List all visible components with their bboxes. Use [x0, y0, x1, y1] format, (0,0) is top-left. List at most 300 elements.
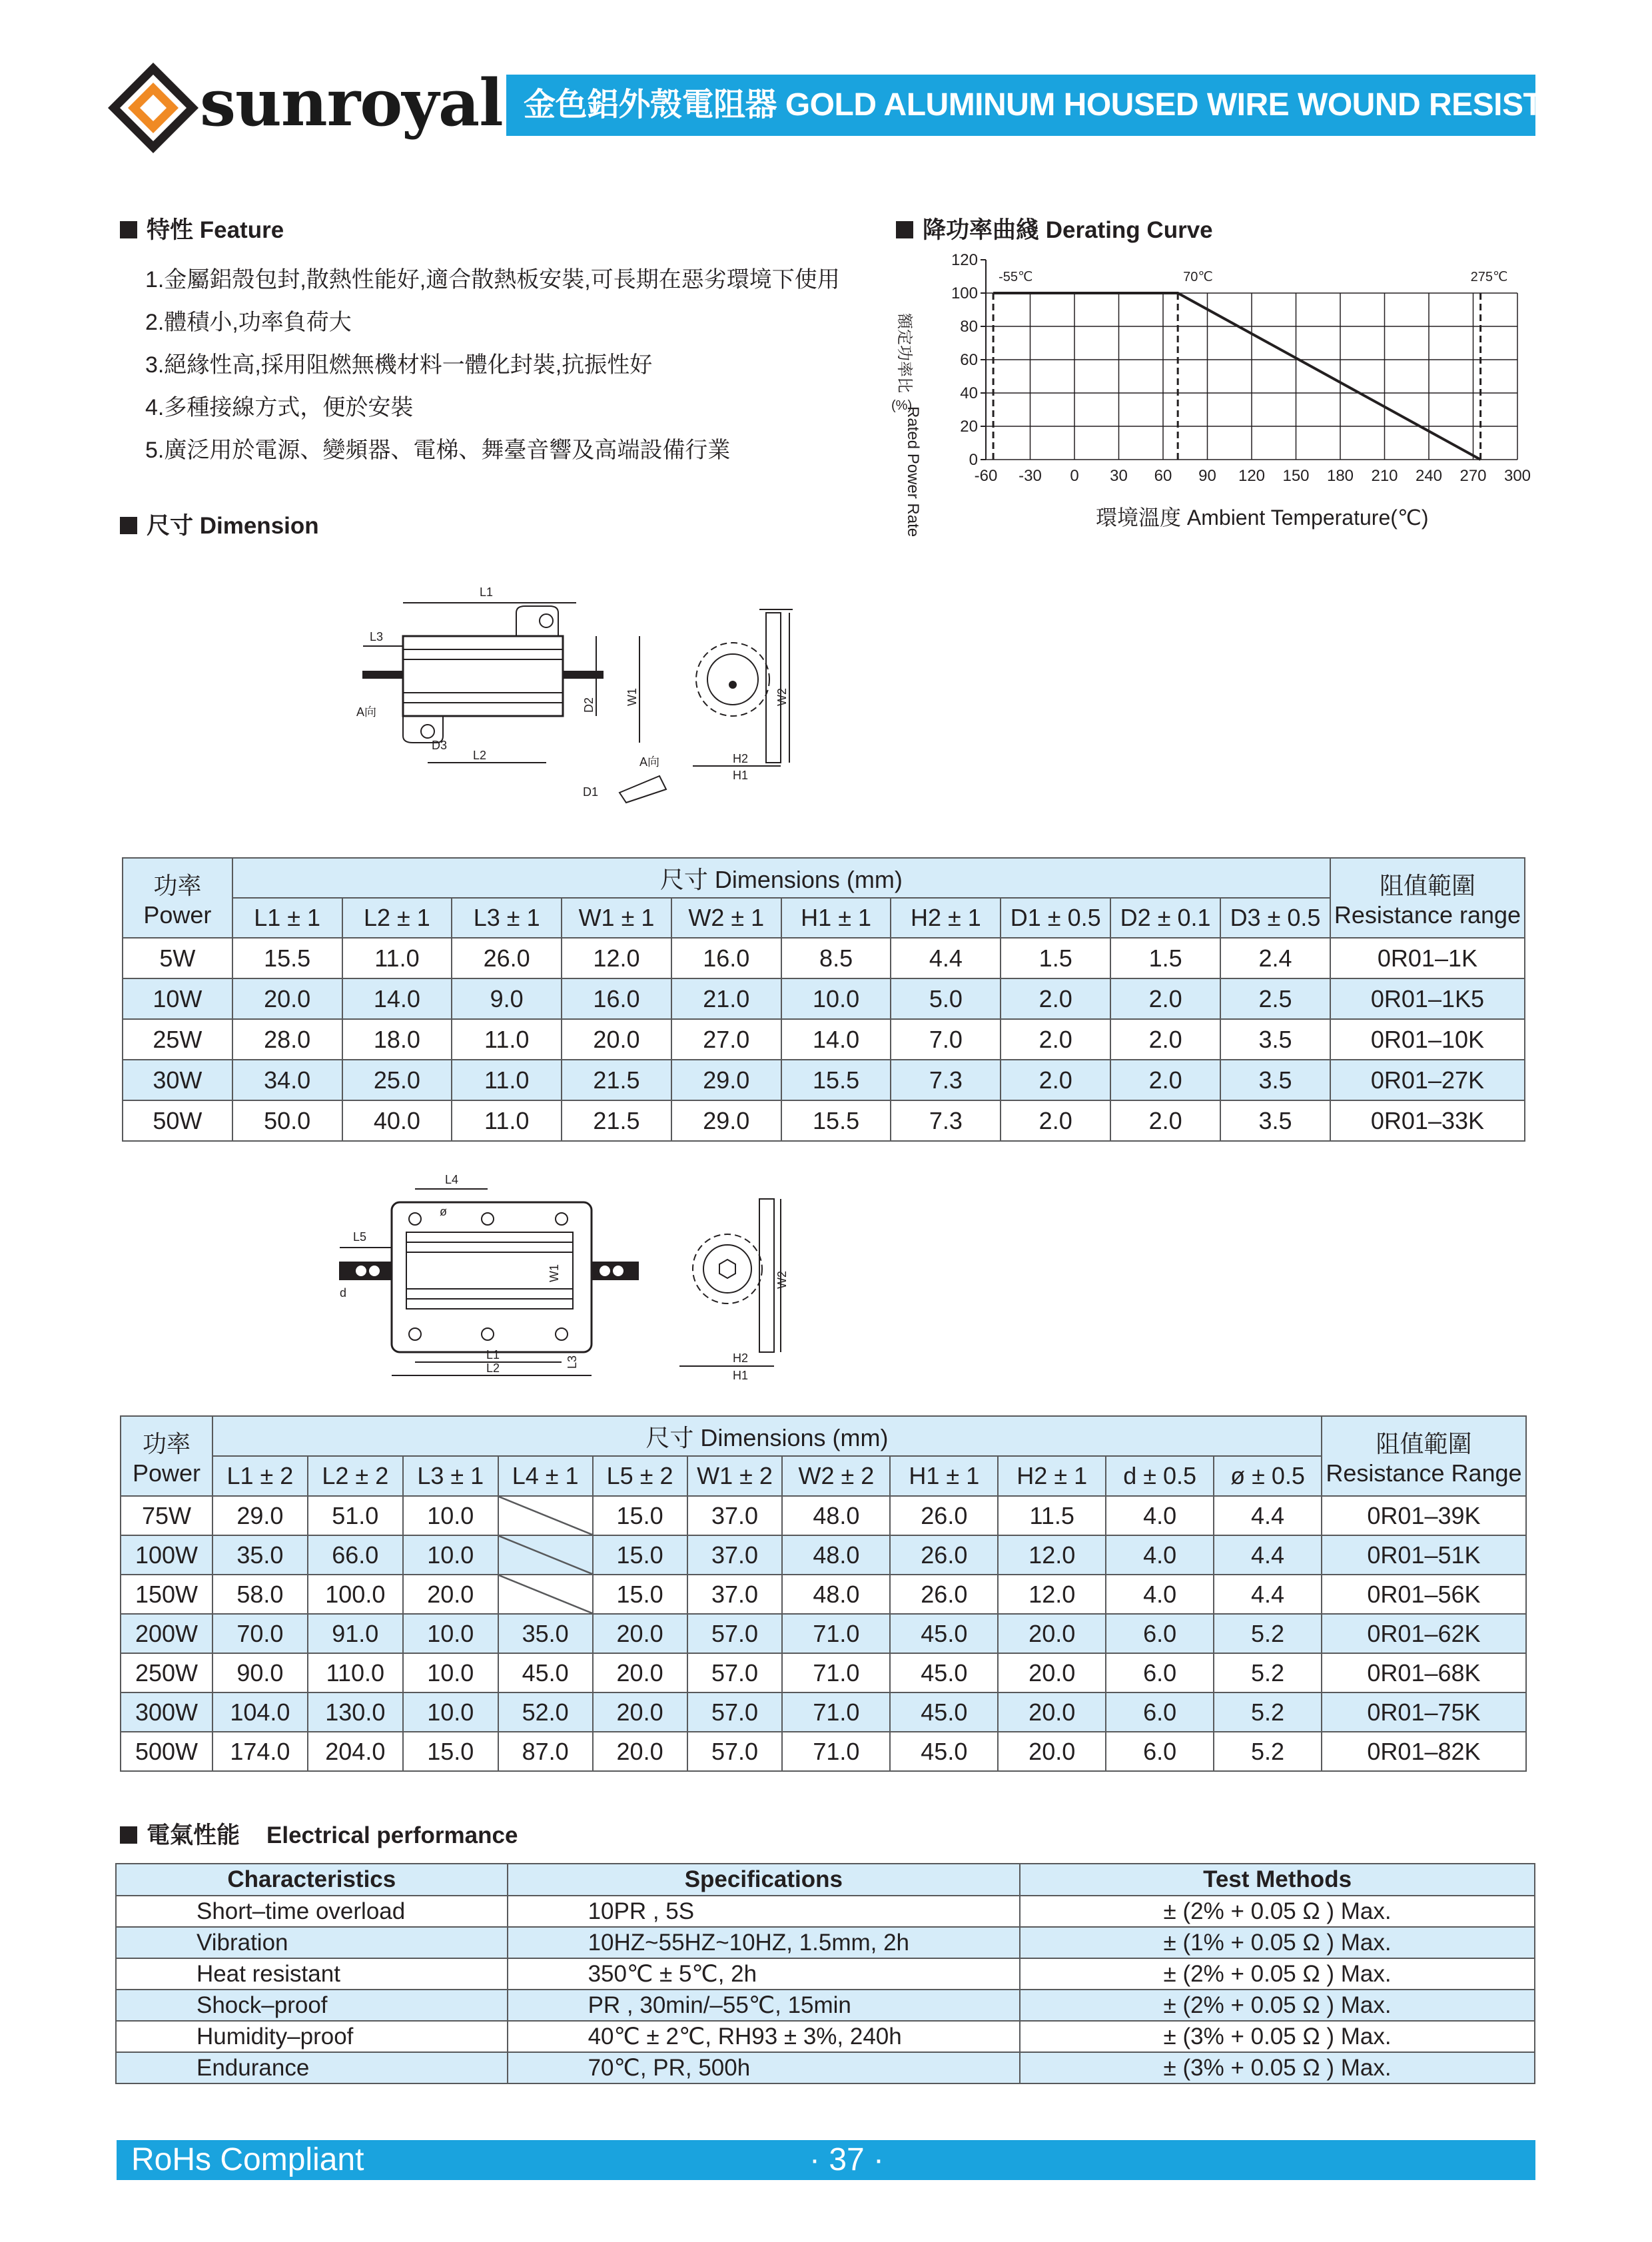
column-header: d ± 0.5 — [1106, 1456, 1214, 1496]
power-cell: 250W — [121, 1653, 212, 1692]
value-cell: 58.0 — [212, 1575, 308, 1614]
power-cell: 200W — [121, 1614, 212, 1653]
dim-label-D2: D2 — [582, 697, 596, 713]
range-header — [1322, 1416, 1526, 1496]
y-tick-label: 120 — [951, 251, 978, 269]
electrical-col-header: Specifications — [508, 1864, 1021, 1896]
characteristic-cell: Heat resistant — [116, 1958, 508, 1990]
value-cell: 4.4 — [1214, 1535, 1322, 1575]
value-cell: 3.5 — [1220, 1019, 1330, 1060]
table-row — [121, 1653, 1526, 1692]
value-cell: 15.0 — [593, 1496, 687, 1535]
y-tick-label: 80 — [960, 318, 978, 336]
value-cell: 45.0 — [498, 1653, 593, 1692]
value-cell: 2.0 — [1001, 1100, 1110, 1141]
logo-diamond-icon — [107, 61, 200, 155]
value-cell: 2.0 — [1110, 1060, 1220, 1100]
value-cell: 45.0 — [890, 1732, 998, 1771]
x-tick-label: 180 — [1326, 467, 1354, 485]
value-cell: 51.0 — [308, 1496, 403, 1535]
value-cell: 11.0 — [452, 1100, 562, 1141]
value-cell: 2.0 — [1110, 1019, 1220, 1060]
dim-label-W1: W1 — [548, 1264, 561, 1282]
table-row — [123, 1019, 1525, 1060]
value-cell: 91.0 — [308, 1614, 403, 1653]
column-header: W2 ± 1 — [671, 898, 781, 938]
value-cell: 14.0 — [342, 978, 452, 1019]
column-header: D2 ± 0.1 — [1110, 898, 1220, 938]
column-header: L5 ± 2 — [593, 1456, 687, 1496]
footer-bar — [117, 2140, 1535, 2180]
chart-x-ticks — [975, 467, 1531, 485]
power-cell: 500W — [121, 1732, 212, 1771]
bullet-square-icon — [120, 1826, 137, 1844]
table-body — [123, 938, 1525, 1141]
dim-label-W1: W1 — [625, 688, 639, 706]
feature-heading — [120, 212, 284, 245]
derating-heading — [896, 212, 1213, 245]
value-cell: 104.0 — [212, 1692, 308, 1732]
dims-title: 尺寸 Dimensions (mm) — [232, 858, 1330, 898]
empty-diagonal-cell — [498, 1575, 593, 1614]
x-tick-label: -30 — [1019, 467, 1042, 485]
value-cell: 4.4 — [891, 938, 1001, 978]
power-header-en: Power — [132, 1459, 201, 1487]
table-row — [123, 938, 1525, 978]
x-tick-label: -60 — [974, 467, 998, 485]
range-cell: 0R01–56K — [1322, 1575, 1526, 1614]
range-cell: 0R01–1K — [1330, 938, 1525, 978]
value-cell: 15.0 — [403, 1732, 498, 1771]
value-cell: 100.0 — [308, 1575, 403, 1614]
range-header — [1330, 858, 1525, 938]
value-cell: 20.0 — [562, 1019, 671, 1060]
value-cell: 27.0 — [671, 1019, 781, 1060]
value-cell: 16.0 — [562, 978, 671, 1019]
power-cell: 150W — [121, 1575, 212, 1614]
value-cell: 21.5 — [562, 1060, 671, 1100]
test-method-cell: ± (1% + 0.05 Ω ) Max. — [1020, 1927, 1535, 1958]
value-cell: 20.0 — [998, 1653, 1106, 1692]
range-header-en: Resistance Range — [1326, 1459, 1522, 1487]
column-header: L3 ± 1 — [403, 1456, 498, 1496]
x-tick-label: 90 — [1198, 467, 1216, 485]
column-header: H2 ± 1 — [891, 898, 1001, 938]
value-cell: 37.0 — [687, 1535, 783, 1575]
x-tick-label: 210 — [1371, 467, 1398, 485]
page-number: · 37 · — [809, 2142, 885, 2177]
value-cell: 16.0 — [671, 938, 781, 978]
electrical-heading-en: Electrical performance — [266, 1822, 518, 1848]
feature-item: 1.金屬鋁殼包封,散熱性能好,適合散熱板安裝,可長期在惡劣環境下使用 — [145, 267, 840, 292]
derating-line — [993, 293, 1480, 460]
dim-label-L4: L4 — [445, 1173, 459, 1186]
value-cell: 20.0 — [593, 1653, 687, 1692]
dim-label-W2: W2 — [775, 1271, 789, 1289]
value-cell: 87.0 — [498, 1732, 593, 1771]
value-cell: 7.3 — [891, 1060, 1001, 1100]
test-method-cell: ± (3% + 0.05 Ω ) Max. — [1020, 2021, 1535, 2052]
value-cell: 6.0 — [1106, 1653, 1214, 1692]
value-cell: 45.0 — [890, 1614, 998, 1653]
derating-chart — [879, 246, 1559, 540]
value-cell: 20.0 — [232, 978, 342, 1019]
value-cell: 35.0 — [212, 1535, 308, 1575]
value-cell: 37.0 — [687, 1575, 783, 1614]
electrical-col-header: Characteristics — [116, 1864, 508, 1896]
chart-marker-lines — [993, 293, 1480, 460]
chart-ylabel-cn: 額定功率比 — [895, 313, 913, 393]
range-cell: 0R01–10K — [1330, 1019, 1525, 1060]
x-tick-label: 150 — [1282, 467, 1310, 485]
value-cell: 48.0 — [782, 1575, 890, 1614]
value-cell: 15.0 — [593, 1535, 687, 1575]
footer-rohs: RoHs Compliant — [131, 2142, 364, 2177]
dimension-heading — [120, 508, 319, 541]
value-cell: 45.0 — [890, 1692, 998, 1732]
specification-cell: 10PR , 5S — [508, 1896, 1021, 1927]
value-cell: 26.0 — [890, 1496, 998, 1535]
value-cell: 3.5 — [1220, 1100, 1330, 1141]
y-tick-label: 0 — [969, 451, 978, 469]
value-cell: 9.0 — [452, 978, 562, 1019]
value-cell: 71.0 — [782, 1653, 890, 1692]
value-cell: 12.0 — [998, 1535, 1106, 1575]
value-cell: 40.0 — [342, 1100, 452, 1141]
power-cell: 30W — [123, 1060, 232, 1100]
value-cell: 10.0 — [403, 1496, 498, 1535]
test-method-cell: ± (2% + 0.05 Ω ) Max. — [1020, 1958, 1535, 1990]
column-header: L2 ± 2 — [308, 1456, 403, 1496]
x-tick-label: 270 — [1459, 467, 1487, 485]
column-header: W1 ± 2 — [687, 1456, 783, 1496]
range-header-cn: 阻值範圍 — [1376, 1429, 1472, 1457]
electrical-heading-cn: 電氣性能 — [147, 1822, 240, 1848]
value-cell: 20.0 — [998, 1732, 1106, 1771]
table-row — [123, 978, 1525, 1019]
column-header: H2 ± 1 — [998, 1456, 1106, 1496]
table-row — [121, 1732, 1526, 1771]
range-cell: 0R01–68K — [1322, 1653, 1526, 1692]
value-cell: 20.0 — [593, 1732, 687, 1771]
range-cell: 0R01–33K — [1330, 1100, 1525, 1141]
value-cell: 4.4 — [1214, 1575, 1322, 1614]
characteristic-cell: Endurance — [116, 2052, 508, 2083]
feature-item: 5.廣泛用於電源、變頻器、電梯、舞臺音響及高端設備行業 — [145, 438, 731, 463]
chart-ylabel-unit: (%) — [891, 398, 913, 413]
bullet-square-icon — [120, 221, 137, 238]
value-cell: 15.5 — [232, 938, 342, 978]
value-cell: 15.5 — [781, 1060, 891, 1100]
resistor-body-outline — [403, 636, 563, 716]
characteristic-cell: Humidity–proof — [116, 2021, 508, 2052]
electrical-row — [116, 2052, 1535, 2083]
value-cell: 5.0 — [891, 978, 1001, 1019]
value-cell: 7.3 — [891, 1100, 1001, 1141]
power-cell: 50W — [123, 1100, 232, 1141]
electrical-row — [116, 1927, 1535, 1958]
power-header-cn: 功率 — [153, 871, 202, 899]
value-cell: 20.0 — [593, 1614, 687, 1653]
chart-series — [993, 293, 1481, 460]
x-tick-label: 300 — [1503, 467, 1531, 485]
range-cell: 0R01–27K — [1330, 1060, 1525, 1100]
characteristic-cell: Shock–proof — [116, 1990, 508, 2021]
value-cell: 110.0 — [308, 1653, 403, 1692]
value-cell: 2.5 — [1220, 978, 1330, 1019]
specification-cell: 40℃ ± 2℃, RH93 ± 3%, 240h — [508, 2021, 1021, 2052]
power-cell: 10W — [123, 978, 232, 1019]
value-cell: 71.0 — [782, 1732, 890, 1771]
empty-diagonal-cell — [498, 1535, 593, 1575]
derating-heading-text: 降功率曲綫 Derating Curve — [923, 217, 1213, 243]
dim-label-L3: L3 — [370, 630, 384, 643]
range-cell: 0R01–1K5 — [1330, 978, 1525, 1019]
value-cell: 174.0 — [212, 1732, 308, 1771]
table-row — [121, 1496, 1526, 1535]
temperature-annotation: -55℃ — [999, 270, 1033, 284]
x-tick-label: 120 — [1238, 467, 1266, 485]
electrical-table — [115, 1863, 1535, 2084]
dim-label-H2: H2 — [733, 1351, 749, 1365]
dim-label-L1: L1 — [486, 1348, 500, 1361]
value-cell: 5.2 — [1214, 1653, 1322, 1692]
value-cell: 20.0 — [403, 1575, 498, 1614]
characteristic-cell: Vibration — [116, 1927, 508, 1958]
power-cell: 100W — [121, 1535, 212, 1575]
value-cell: 52.0 — [498, 1692, 593, 1732]
value-cell: 6.0 — [1106, 1614, 1214, 1653]
value-cell: 45.0 — [890, 1653, 998, 1692]
value-cell: 26.0 — [890, 1535, 998, 1575]
column-header-row — [121, 1456, 1526, 1496]
dim-label-D1: D1 — [583, 785, 599, 799]
empty-diagonal-cell — [498, 1496, 593, 1535]
column-header: D1 ± 0.5 — [1001, 898, 1110, 938]
power-header-en: Power — [143, 901, 212, 929]
dimension-heading-text: 尺寸 Dimension — [147, 513, 319, 539]
dimension-drawing-2 — [333, 1169, 839, 1389]
value-cell: 6.0 — [1106, 1732, 1214, 1771]
value-cell: 2.0 — [1110, 978, 1220, 1019]
power-header — [121, 1416, 212, 1496]
x-tick-label: 30 — [1110, 467, 1128, 485]
range-cell: 0R01–62K — [1322, 1614, 1526, 1653]
value-cell: 130.0 — [308, 1692, 403, 1732]
value-cell: 4.0 — [1106, 1535, 1214, 1575]
value-cell: 12.0 — [998, 1575, 1106, 1614]
value-cell: 57.0 — [687, 1653, 783, 1692]
value-cell: 20.0 — [593, 1692, 687, 1732]
value-cell: 37.0 — [687, 1496, 783, 1535]
value-cell: 15.5 — [781, 1100, 891, 1141]
chart-xlabel: 環境溫度 Ambient Temperature(℃) — [1096, 506, 1429, 530]
specification-cell: 70℃, PR, 500h — [508, 2052, 1021, 2083]
range-header-en: Resistance range — [1334, 901, 1521, 929]
dim-label-A2: A向 — [639, 755, 660, 769]
table-row — [121, 1575, 1526, 1614]
value-cell: 29.0 — [671, 1100, 781, 1141]
dim-label-A1: A向 — [356, 705, 377, 719]
value-cell: 11.0 — [452, 1060, 562, 1100]
value-cell: 10.0 — [403, 1692, 498, 1732]
brand-name: sunroyal — [200, 65, 503, 141]
chart-ylabel-en: Rated Power Rate — [904, 406, 922, 538]
electrical-row — [116, 1990, 1535, 2021]
chart-annotations — [999, 270, 1507, 284]
column-header: D3 ± 0.5 — [1220, 898, 1330, 938]
value-cell: 48.0 — [782, 1535, 890, 1575]
column-header: H1 ± 1 — [781, 898, 891, 938]
dim-label-L2: L2 — [486, 1361, 500, 1375]
value-cell: 204.0 — [308, 1732, 403, 1771]
dim-label-H1: H1 — [733, 1369, 749, 1382]
value-cell: 28.0 — [232, 1019, 342, 1060]
y-tick-label: 20 — [960, 418, 978, 436]
value-cell: 15.0 — [593, 1575, 687, 1614]
table-row — [121, 1692, 1526, 1732]
value-cell: 70.0 — [212, 1614, 308, 1653]
specification-cell: 350℃ ± 5℃, 2h — [508, 1958, 1021, 1990]
power-header-cn: 功率 — [142, 1429, 191, 1457]
value-cell: 11.0 — [452, 1019, 562, 1060]
specification-cell: 10HZ~55HZ~10HZ, 1.5mm, 2h — [508, 1927, 1021, 1958]
value-cell: 26.0 — [890, 1575, 998, 1614]
value-cell: 90.0 — [212, 1653, 308, 1692]
temperature-annotation: 275℃ — [1470, 270, 1508, 284]
value-cell: 1.5 — [1001, 938, 1110, 978]
column-header: ø ± 0.5 — [1214, 1456, 1322, 1496]
table-row — [121, 1535, 1526, 1575]
column-header: L4 ± 1 — [498, 1456, 593, 1496]
value-cell: 7.0 — [891, 1019, 1001, 1060]
x-tick-label: 240 — [1415, 467, 1443, 485]
value-cell: 2.0 — [1110, 1100, 1220, 1141]
value-cell: 10.0 — [403, 1535, 498, 1575]
chart-grid — [986, 260, 1517, 460]
value-cell: 10.0 — [403, 1614, 498, 1653]
range-cell: 0R01–75K — [1322, 1692, 1526, 1732]
value-cell: 50.0 — [232, 1100, 342, 1141]
bullet-square-icon — [120, 517, 137, 534]
value-cell: 5.2 — [1214, 1732, 1322, 1771]
dim-label-D3: D3 — [432, 739, 448, 752]
value-cell: 5.2 — [1214, 1614, 1322, 1653]
dimension-drawing-1 — [346, 573, 826, 813]
value-cell: 66.0 — [308, 1535, 403, 1575]
feature-item: 2.體積小,功率負荷大 — [145, 310, 352, 335]
column-header: L1 ± 1 — [232, 898, 342, 938]
value-cell: 57.0 — [687, 1732, 783, 1771]
power-cell: 5W — [123, 938, 232, 978]
power-cell: 75W — [121, 1496, 212, 1535]
dim-label-L5: L5 — [353, 1230, 367, 1244]
dims-title: 尺寸 Dimensions (mm) — [212, 1416, 1322, 1456]
range-cell: 0R01–82K — [1322, 1732, 1526, 1771]
value-cell: 14.0 — [781, 1019, 891, 1060]
y-tick-label: 60 — [960, 351, 978, 369]
value-cell: 18.0 — [342, 1019, 452, 1060]
range-cell: 0R01–51K — [1322, 1535, 1526, 1575]
dimension-table-2 — [120, 1415, 1527, 1772]
value-cell: 2.0 — [1001, 1060, 1110, 1100]
value-cell: 10.0 — [781, 978, 891, 1019]
dim-label-W2: W2 — [775, 688, 789, 706]
value-cell: 29.0 — [671, 1060, 781, 1100]
value-cell: 2.0 — [1001, 1019, 1110, 1060]
value-cell: 35.0 — [498, 1614, 593, 1653]
value-cell: 26.0 — [452, 938, 562, 978]
value-cell: 3.5 — [1220, 1060, 1330, 1100]
chart-y-ticks — [951, 251, 986, 469]
value-cell: 71.0 — [782, 1614, 890, 1653]
value-cell: 4.4 — [1214, 1496, 1322, 1535]
value-cell: 2.0 — [1001, 978, 1110, 1019]
column-header: W1 ± 1 — [562, 898, 671, 938]
range-header-cn: 阻值範圍 — [1379, 871, 1475, 899]
column-header: L3 ± 1 — [452, 898, 562, 938]
x-tick-label: 0 — [1070, 467, 1079, 485]
dim-label-L2: L2 — [473, 749, 487, 762]
page-title: 金色鋁外殼電阻器 GOLD ALUMINUM HOUSED WIRE WOUND RESISTORS — [506, 75, 1535, 136]
power-cell: 300W — [121, 1692, 212, 1732]
value-cell: 5.2 — [1214, 1692, 1322, 1732]
table-row — [121, 1614, 1526, 1653]
power-cell: 25W — [123, 1019, 232, 1060]
value-cell: 2.4 — [1220, 938, 1330, 978]
table-row — [123, 1100, 1525, 1141]
feature-heading-text: 特性 Feature — [147, 217, 284, 243]
value-cell: 34.0 — [232, 1060, 342, 1100]
value-cell: 57.0 — [687, 1614, 783, 1653]
electrical-table-body — [116, 1896, 1535, 2083]
x-tick-label: 60 — [1154, 467, 1172, 485]
specification-cell: PR , 30min/–55℃, 15min — [508, 1990, 1021, 2021]
value-cell: 10.0 — [403, 1653, 498, 1692]
value-cell: 57.0 — [687, 1692, 783, 1732]
electrical-col-header: Test Methods — [1020, 1864, 1535, 1896]
dim-label-d: d — [340, 1286, 347, 1300]
value-cell: 48.0 — [782, 1496, 890, 1535]
value-cell: 1.5 — [1110, 938, 1220, 978]
electrical-row — [116, 2021, 1535, 2052]
value-cell: 25.0 — [342, 1060, 452, 1100]
feature-list — [145, 258, 840, 472]
y-tick-label: 40 — [960, 384, 978, 402]
column-header: L2 ± 1 — [342, 898, 452, 938]
value-cell: 11.5 — [998, 1496, 1106, 1535]
value-cell: 12.0 — [562, 938, 671, 978]
electrical-row — [116, 1896, 1535, 1927]
dim-label-L1: L1 — [480, 585, 494, 599]
range-cell: 0R01–39K — [1322, 1496, 1526, 1535]
dimension-table-1 — [122, 857, 1525, 1142]
value-cell: 20.0 — [998, 1614, 1106, 1653]
value-cell: 21.5 — [562, 1100, 671, 1141]
electrical-heading — [120, 1817, 518, 1850]
value-cell: 4.0 — [1106, 1575, 1214, 1614]
y-tick-label: 100 — [951, 284, 978, 302]
value-cell: 20.0 — [998, 1692, 1106, 1732]
value-cell: 8.5 — [781, 938, 891, 978]
test-method-cell: ± (3% + 0.05 Ω ) Max. — [1020, 2052, 1535, 2083]
table-body — [121, 1496, 1526, 1771]
table-row — [123, 1060, 1525, 1100]
value-cell: 11.0 — [342, 938, 452, 978]
bullet-square-icon — [896, 221, 913, 238]
dim-label-H2: H2 — [733, 752, 749, 765]
electrical-row — [116, 1958, 1535, 1990]
